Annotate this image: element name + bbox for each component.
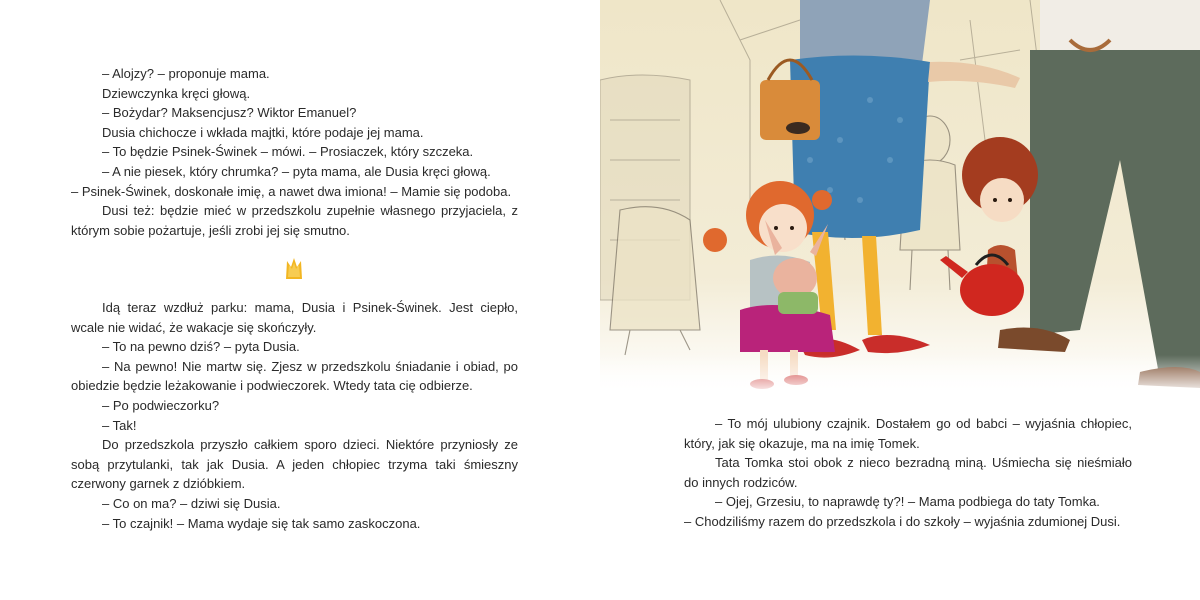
paragraph: Dusia chichocze i wkłada majtki, które podaje jej mama.: [102, 124, 424, 140]
paragraph: – A nie piesek, który chrumka? – pyta mama, ale Dusia kręci głową.: [102, 163, 491, 179]
paragraph: – Co on ma? – dziwi się Dusia.: [102, 495, 281, 511]
paragraph: Dziewczynka kręci głową.: [102, 85, 251, 101]
paragraph: – Tak!: [102, 417, 137, 433]
paragraph: – To mój ulubiony czajnik. Dostałem go od babci – wyjaśnia chłopiec, który, jak się okazuje, ma na imię Tomek.: [684, 416, 1132, 451]
right-text-block: [684, 414, 1132, 532]
paragraph: Dusi też: będzie mieć w przedszkolu zupełnie własnego przyjaciela, z którym sobie pożartuje, jeśli zrobi jej się smutno.: [71, 203, 518, 238]
paragraph: – To na pewno dziś? – pyta Dusia.: [102, 339, 300, 355]
left-text-block-1: [71, 64, 518, 240]
left-text-block-2: [71, 298, 518, 533]
right-page: [600, 0, 1200, 600]
paragraph: – Alojzy? – proponuje mama.: [102, 66, 270, 81]
illustration-artwork: [600, 0, 1200, 395]
paragraph: – Ojej, Grzesiu, to naprawdę ty?! – Mama podbiega do taty Tomka.: [715, 494, 1100, 510]
paragraph: – Psinek-Świnek, doskonałe imię, a nawet dwa imiona! – Mamie się podoba.: [71, 183, 512, 199]
paragraph: – Bożydar? Maksencjusz? Wiktor Emanuel?: [102, 105, 357, 121]
paragraph: Tata Tomka stoi obok z nieco bezradną miną. Uśmiecha się nieśmiało do innych rodziców.: [684, 455, 1132, 490]
paragraph: – Po podwieczorku?: [102, 397, 220, 413]
paragraph: – Na pewno! Nie martw się. Zjesz w przedszkolu śniadanie i obiad, po obiedzie będzie leżakowanie i podwieczorek. Wtedy tata cię odbierze.: [71, 358, 518, 394]
paragraph: Do przedszkola przyszło całkiem sporo dzieci. Niektóre przyniosły ze sobą przytulanki, tak jak Dusia. A jeden chłopiec trzyma taki śmieszny czerwony garnek z dzióbkiem.: [71, 437, 518, 492]
paragraph: – Chodziliśmy razem do przedszkola i do szkoły – wyjaśnia zdumionej Dusi.: [684, 513, 1121, 529]
paragraph: Idą teraz wzdłuż parku: mama, Dusia i Psinek-Świnek. Jest ciepło, wcale nie widać, że wakacje się skończyły.: [71, 300, 518, 335]
illustration: [600, 0, 1200, 395]
paragraph: – To będzie Psinek-Świnek – mówi. – Prosiaczek, który szczeka.: [102, 144, 474, 160]
crown-ornament-icon: [283, 255, 305, 281]
paragraph: – To czajnik! – Mama wydaje się tak samo zaskoczona.: [102, 515, 421, 531]
